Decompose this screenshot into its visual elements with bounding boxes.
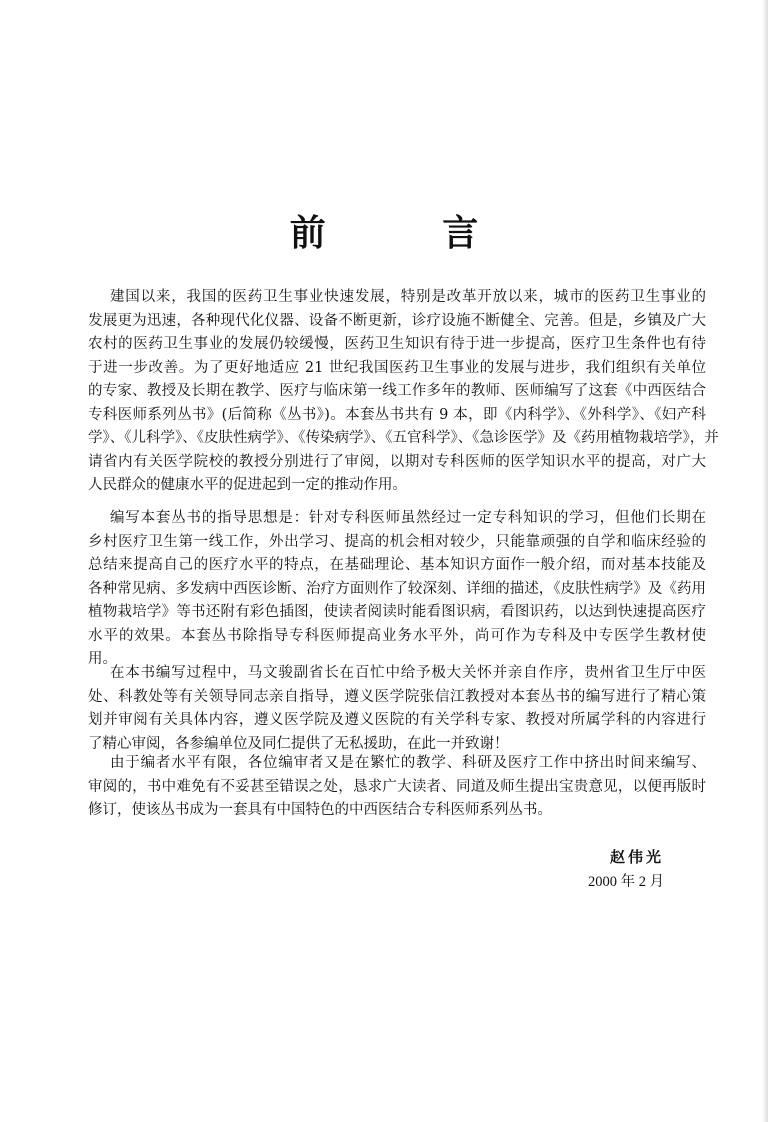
text-line: 于进一步改善。为了更好地适应 21 世纪我国医药卫生事业的发展与进步，我们组织有关单位 — [88, 359, 706, 376]
paragraph-guiding-idea — [88, 507, 706, 672]
scan-edge — [762, 0, 768, 1122]
text-line: 人民群众的健康水平的促进起到一定的推动作用。 — [88, 477, 407, 493]
text-line: 在本书编写过程中，马文骏副省长在百忙中给予极大关怀并亲自作序，贵州省卫生厅中医 — [110, 665, 706, 681]
text-line: 发展更为迅速，各种现代化仪器、设备不断更新，诊疗设施不断健全、完善。但是，乡镇及广大 — [88, 312, 706, 329]
text-line: 乡村医疗卫生第一线工作，外出学习、提高的机会相对较少，只能靠顽强的自学和临床经验的 — [88, 533, 706, 550]
text-line: 的专家、教授及长期在教学、医疗与临床第一线工作多年的教师、医师编写了这套《中西医结合 — [88, 383, 706, 399]
text-line: 审阅的，书中难免有不妥甚至错误之处，恳求广大读者、同道及师生提出宝贵意见，以便再版时 — [88, 778, 706, 795]
text-line: 农村的医药卫生事业的发展仍较缓慢，医药卫生知识有待于进一步提高，医疗卫生条件也有待 — [88, 336, 706, 352]
text-line: 处、科教处等有关领导同志亲自指导，遵义医学院张信江教授对本套丛书的编写进行了精心策 — [88, 688, 706, 705]
paragraph-closing — [88, 752, 706, 823]
text-line: 请省内有关医学院校的教授分别进行了审阅，以期对专科医师的医学知识水平的提高，对广大 — [88, 453, 706, 470]
text-line: 专科医师系列丛书》(后简称《丛书》)。本套丛书共有 9 本，即《内科学》、《外科学》、《妇产科 — [88, 406, 706, 423]
paragraph-intro — [88, 286, 719, 498]
text-line: 由于编者水平有限，各位编审者又是在繁忙的教学、科研及医疗工作中挤出时间来编写、 — [110, 755, 706, 771]
text-line: 编写本套丛书的指导思想是：针对专科医师虽然经过一定专科知识的学习，但他们长期在 — [110, 510, 706, 526]
text-line: 植物栽培学》等书还附有彩色插图，使读者阅读时能看图识病，看图识药，以达到快速提高医疗 — [88, 604, 706, 620]
paragraph-acknowledgements — [88, 662, 706, 756]
page-title: 前 言 — [289, 213, 531, 254]
text-line: 了精心审阅，各参编单位及同仁提供了无私援助，在此一并致谢！ — [88, 735, 509, 752]
text-line: 用。 — [88, 651, 117, 667]
text-line: 水平的效果。本套丛书除指导专科医师提高业务水平外，尚可作为专科及中专医学生教材使 — [88, 627, 706, 644]
text-line: 修订，使该丛书成为一套具有中国特色的中西医结合专科医师系列丛书。 — [88, 802, 552, 818]
text-line: 学》、《儿科学》、《皮肤性病学》、《传染病学》、《五官科学》、《急诊医学》及《药用植物栽培学》，并 — [88, 430, 719, 446]
date-line: 2000 年 2 月 — [588, 874, 665, 890]
text-line: 总结来提高自己的医疗水平的特点，在基础理论、基本知识方面作一般介绍，而对基本技能及 — [88, 557, 706, 573]
text-line: 各种常见病、多发病中西医诊断、治疗方面则作了较深刻、详细的描述，《皮肤性病学》及《药用 — [88, 580, 706, 597]
text-line: 建国以来，我国的医药卫生事业快速发展，特别是改革开放以来，城市的医药卫生事业的 — [110, 289, 706, 305]
author-signature: 赵伟光 — [610, 848, 665, 866]
text-line: 划并审阅有关具体内容，遵义医学院及遵义医院的有关学科专家、教授对所属学科的内容进行 — [88, 712, 706, 728]
